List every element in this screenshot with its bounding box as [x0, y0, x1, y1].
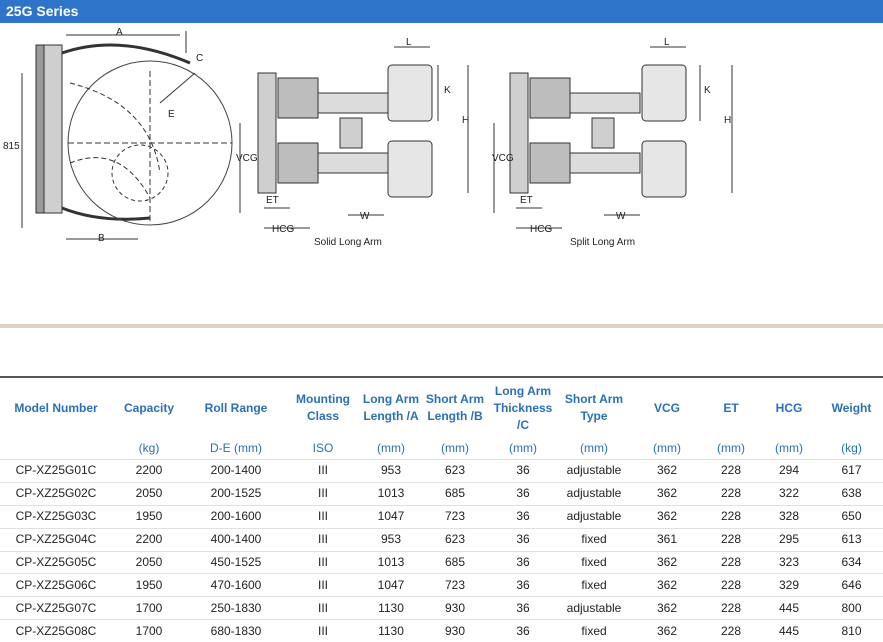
series-title: 25G Series: [6, 3, 78, 19]
table-cell: 1700: [112, 620, 186, 642]
table-cell: 470-1600: [186, 574, 286, 597]
solid-dim-k: K: [444, 85, 451, 96]
split-dim-et: ET: [520, 195, 533, 206]
table-cell: 723: [422, 574, 488, 597]
solid-caption: Solid Long Arm: [314, 237, 382, 248]
table-cell: 228: [704, 505, 758, 528]
table-cell: 36: [488, 620, 558, 642]
unit-cell: ISO: [286, 438, 360, 460]
table-cell: 323: [758, 551, 820, 574]
table-cell: fixed: [558, 574, 630, 597]
table-cell: 1130: [360, 620, 422, 642]
table-cell: III: [286, 528, 360, 551]
table-cell: 930: [422, 620, 488, 642]
table-cell: III: [286, 460, 360, 483]
table-cell: 445: [758, 620, 820, 642]
section-divider: [0, 324, 883, 328]
table-cell: CP-XZ25G07C: [0, 597, 112, 620]
split-dim-vcg: VCG: [492, 153, 514, 164]
table-cell: 36: [488, 482, 558, 505]
table-cell: 723: [422, 505, 488, 528]
table-cell: 2200: [112, 528, 186, 551]
table-cell: 1950: [112, 574, 186, 597]
unit-cell: [0, 438, 112, 460]
table-cell: 1950: [112, 505, 186, 528]
table-cell: 1047: [360, 505, 422, 528]
col-short-arm-length: Short Arm Length /B: [422, 377, 488, 438]
table-cell: 613: [820, 528, 883, 551]
table-cell: 36: [488, 551, 558, 574]
table-cell: 228: [704, 597, 758, 620]
table-cell: 2050: [112, 551, 186, 574]
unit-cell: (mm): [422, 438, 488, 460]
table-cell: CP-XZ25G08C: [0, 620, 112, 642]
table-cell: CP-XZ25G02C: [0, 482, 112, 505]
split-dim-l: L: [664, 37, 670, 48]
header-row: [0, 377, 883, 438]
table-row: [0, 574, 883, 597]
table-cell: III: [286, 574, 360, 597]
table-cell: 623: [422, 460, 488, 483]
table-cell: 228: [704, 460, 758, 483]
table-cell: 685: [422, 551, 488, 574]
table-cell: 953: [360, 460, 422, 483]
table-cell: 617: [820, 460, 883, 483]
split-dim-hcg: HCG: [530, 224, 552, 235]
table-row: [0, 620, 883, 642]
table-cell: 623: [422, 528, 488, 551]
table-cell: III: [286, 620, 360, 642]
solid-dim-l: L: [406, 37, 412, 48]
table-cell: 1013: [360, 482, 422, 505]
table-cell: fixed: [558, 528, 630, 551]
table-cell: III: [286, 505, 360, 528]
table-cell: 930: [422, 597, 488, 620]
table-cell: 294: [758, 460, 820, 483]
table-cell: 36: [488, 597, 558, 620]
table-cell: 361: [630, 528, 704, 551]
table-cell: 1130: [360, 597, 422, 620]
solid-dim-vcg: VCG: [236, 153, 258, 164]
table-cell: CP-XZ25G04C: [0, 528, 112, 551]
table-cell: 200-1600: [186, 505, 286, 528]
table-cell: CP-XZ25G03C: [0, 505, 112, 528]
table-cell: 680-1830: [186, 620, 286, 642]
table-cell: 362: [630, 551, 704, 574]
table-cell: 638: [820, 482, 883, 505]
table-cell: III: [286, 482, 360, 505]
table-cell: 295: [758, 528, 820, 551]
dim-815-label: 815: [3, 141, 20, 152]
table-cell: 1013: [360, 551, 422, 574]
col-vcg: VCG: [630, 377, 704, 438]
col-weight: Weight: [820, 377, 883, 438]
table-cell: 36: [488, 505, 558, 528]
table-cell: 36: [488, 528, 558, 551]
col-long-arm-thickness: Long Arm Thickness /C: [488, 377, 558, 438]
unit-cell: (mm): [360, 438, 422, 460]
table-cell: 2200: [112, 460, 186, 483]
table-cell: III: [286, 551, 360, 574]
unit-cell: (mm): [758, 438, 820, 460]
table-cell: adjustable: [558, 505, 630, 528]
table-row: [0, 597, 883, 620]
col-capacity: Capacity: [112, 377, 186, 438]
split-dim-k: K: [704, 85, 711, 96]
table-cell: 250-1830: [186, 597, 286, 620]
table-cell: 1700: [112, 597, 186, 620]
table-row: [0, 528, 883, 551]
table-cell: 685: [422, 482, 488, 505]
col-mounting-class: Mounting Class: [286, 377, 360, 438]
table-cell: fixed: [558, 551, 630, 574]
specification-table: [0, 376, 883, 642]
table-cell: 200-1400: [186, 460, 286, 483]
col-roll-range: Roll Range: [186, 377, 286, 438]
unit-cell: (kg): [112, 438, 186, 460]
table-cell: 1047: [360, 574, 422, 597]
table-cell: 362: [630, 597, 704, 620]
table-cell: 362: [630, 460, 704, 483]
table-cell: 228: [704, 528, 758, 551]
table-cell: CP-XZ25G05C: [0, 551, 112, 574]
col-model-number: Model Number: [0, 377, 112, 438]
table-cell: 200-1525: [186, 482, 286, 505]
table-row: [0, 460, 883, 483]
unit-cell: (mm): [558, 438, 630, 460]
table-cell: 450-1525: [186, 551, 286, 574]
solid-dim-et: ET: [266, 195, 279, 206]
table-cell: 634: [820, 551, 883, 574]
unit-row: [0, 438, 883, 460]
table-cell: 362: [630, 482, 704, 505]
unit-cell: (kg): [820, 438, 883, 460]
table-cell: adjustable: [558, 482, 630, 505]
series-title-bar: [0, 0, 883, 23]
table-cell: 953: [360, 528, 422, 551]
table-row: [0, 505, 883, 528]
solid-dim-w: W: [360, 211, 370, 222]
table-cell: 810: [820, 620, 883, 642]
table-cell: fixed: [558, 620, 630, 642]
col-hcg: HCG: [758, 377, 820, 438]
table-cell: 228: [704, 620, 758, 642]
table-cell: 328: [758, 505, 820, 528]
unit-cell: (mm): [704, 438, 758, 460]
table-cell: 329: [758, 574, 820, 597]
split-dim-h: H: [724, 115, 731, 126]
table-cell: 322: [758, 482, 820, 505]
dim-e-label: E: [168, 109, 175, 120]
table-cell: 362: [630, 574, 704, 597]
col-long-arm-length: Long Arm Length /A: [360, 377, 422, 438]
dim-a-label: A: [116, 27, 123, 38]
table-cell: 36: [488, 574, 558, 597]
table-cell: CP-XZ25G01C: [0, 460, 112, 483]
dim-c-label: C: [196, 53, 203, 64]
table-row: [0, 551, 883, 574]
col-et: ET: [704, 377, 758, 438]
solid-dim-h: H: [462, 115, 469, 126]
table-row: [0, 482, 883, 505]
table-cell: 36: [488, 460, 558, 483]
table-body: [0, 460, 883, 642]
table-cell: 445: [758, 597, 820, 620]
table-cell: 228: [704, 574, 758, 597]
table-cell: 362: [630, 620, 704, 642]
table-cell: 362: [630, 505, 704, 528]
table-cell: 2050: [112, 482, 186, 505]
table-cell: 228: [704, 551, 758, 574]
solid-dim-hcg: HCG: [272, 224, 294, 235]
col-short-arm-type: Short Arm Type: [558, 377, 630, 438]
split-caption: Split Long Arm: [570, 237, 635, 248]
table-cell: adjustable: [558, 597, 630, 620]
table-cell: 800: [820, 597, 883, 620]
table-cell: adjustable: [558, 460, 630, 483]
table-cell: 400-1400: [186, 528, 286, 551]
table-cell: CP-XZ25G06C: [0, 574, 112, 597]
clamp-dimension-diagram: [0, 23, 883, 253]
table-cell: III: [286, 597, 360, 620]
unit-cell: (mm): [630, 438, 704, 460]
table-cell: 646: [820, 574, 883, 597]
unit-cell: D-E (mm): [186, 438, 286, 460]
dim-b-label: B: [98, 233, 105, 244]
unit-cell: (mm): [488, 438, 558, 460]
table-cell: 650: [820, 505, 883, 528]
split-dim-w: W: [616, 211, 626, 222]
table-cell: 228: [704, 482, 758, 505]
